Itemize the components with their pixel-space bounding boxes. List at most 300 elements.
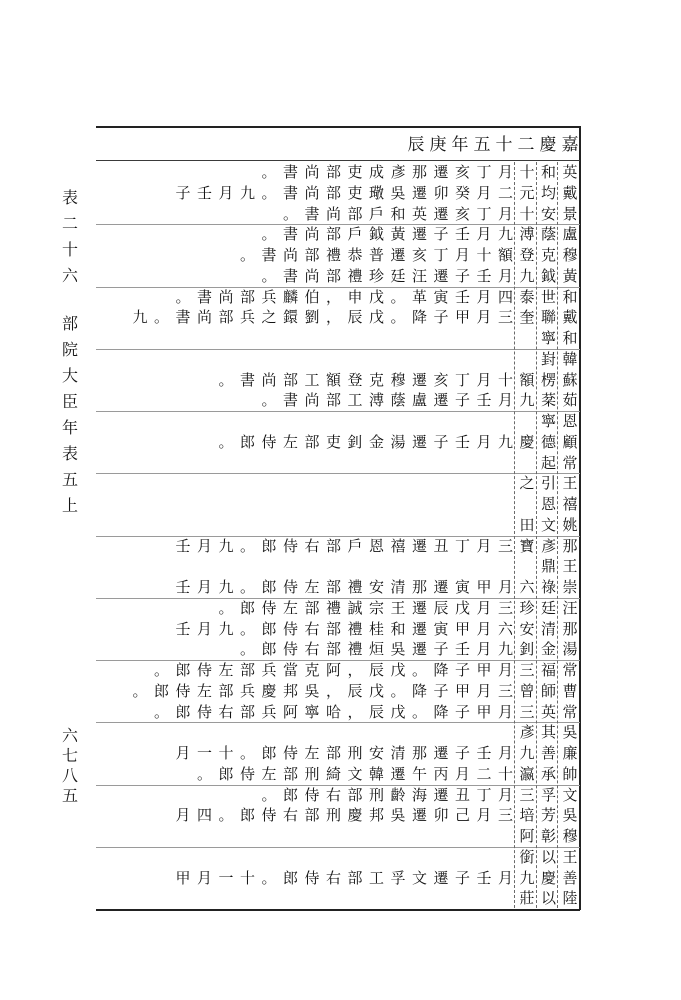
row-char: 銜: [519, 847, 535, 866]
row-rule: [96, 847, 580, 848]
row-char: 芳: [540, 806, 556, 825]
row-char: 常: [562, 702, 578, 721]
row-char: 蔭: [540, 225, 556, 244]
row-char: 奎: [519, 308, 535, 327]
row-char: 部: [325, 536, 341, 555]
row-char: 廷: [540, 598, 556, 617]
row-char: 元: [519, 183, 535, 202]
row-char: 遷: [411, 536, 427, 555]
row-char: 四: [497, 287, 513, 306]
table-row: [96, 556, 580, 578]
row-char: 慶: [519, 432, 535, 451]
row-char: 月: [196, 578, 212, 596]
row-char: 癸: [454, 183, 470, 202]
row-char: 辰: [347, 308, 363, 327]
row-char: 之: [519, 474, 535, 493]
row-char: 恩: [540, 495, 556, 513]
row-char: 安: [519, 619, 535, 638]
row-char: 三: [519, 785, 535, 804]
row-char: 額: [519, 370, 535, 389]
header-char: 庚: [429, 135, 447, 155]
row-char: 部: [282, 764, 298, 783]
row-char: 部: [218, 308, 234, 327]
row-char: 克: [368, 370, 384, 389]
row-char: 壬: [175, 619, 191, 638]
row-char: 戊: [368, 308, 384, 327]
row-char: 侍: [175, 681, 191, 700]
row-char: 禮: [325, 598, 341, 617]
row-char: 月: [476, 287, 492, 306]
row-char: 慶: [347, 806, 363, 825]
row-char: 侍: [261, 598, 277, 617]
row-char: 廉: [562, 744, 578, 762]
row-char: 九: [239, 183, 255, 202]
row-char: ，: [325, 308, 341, 327]
row-char: 。: [132, 681, 148, 700]
row-char: 蔭: [390, 391, 406, 410]
row-char: 書: [282, 163, 298, 181]
row-char: 遷: [433, 391, 449, 410]
row-char: 烜: [368, 640, 384, 659]
row-char: 三: [497, 806, 513, 825]
table-row: [96, 370, 580, 392]
row-char: 壬: [454, 225, 470, 244]
row-char: 左: [282, 598, 298, 617]
row-char: 綺: [325, 764, 341, 783]
row-char: 侍: [282, 619, 298, 638]
row-rule: [96, 598, 580, 599]
row-char: 鼎: [540, 557, 556, 576]
row-char: 文: [347, 764, 363, 783]
row-char: 侍: [304, 868, 320, 887]
row-char: 侍: [282, 744, 298, 762]
row-char: 璥: [368, 183, 384, 202]
row-char: 汪: [562, 598, 578, 617]
row-char: 吳: [390, 806, 406, 825]
row-char: 以: [540, 847, 556, 866]
row-char: 棻: [540, 391, 556, 410]
row-char: 善: [562, 868, 578, 887]
row-char: 三: [519, 661, 535, 679]
row-char: 月: [476, 370, 492, 389]
row-char: 丁: [476, 785, 492, 804]
row-char: 遷: [433, 744, 449, 762]
row-char: 起: [540, 453, 556, 472]
row-char: 。: [261, 785, 277, 804]
table-row: [96, 805, 580, 827]
row-char: 尚: [261, 370, 277, 389]
row-char: 寅: [433, 619, 449, 638]
row-char: 禧: [562, 495, 578, 513]
row-char: 郎: [282, 785, 298, 804]
row-char: 。: [239, 578, 255, 596]
row-char: 尚: [325, 204, 341, 223]
row-char: 月: [497, 163, 513, 181]
row-char: 侍: [282, 578, 298, 596]
row-char: 。: [261, 225, 277, 244]
row-char: 郎: [218, 764, 234, 783]
row-char: 丁: [476, 204, 492, 223]
row-char: 宗: [368, 598, 384, 617]
row-char: 。: [261, 183, 277, 202]
row-char: 六: [519, 578, 535, 596]
table-row: [96, 411, 580, 433]
row-char: 部: [347, 785, 363, 804]
row-rule: [96, 349, 580, 350]
row-char: 侍: [282, 536, 298, 555]
row-char: 郎: [239, 598, 255, 617]
row-char: 培: [519, 806, 535, 825]
row-char: 侍: [261, 806, 277, 825]
row-char: 顧: [562, 432, 578, 451]
row-char: 丑: [433, 536, 449, 555]
row-char: 九: [497, 432, 513, 451]
row-char: 吏: [325, 432, 341, 451]
row-char: 郎: [175, 702, 191, 721]
row-char: 。: [239, 619, 255, 638]
row-char: 部: [239, 702, 255, 721]
row-char: 刑: [325, 806, 341, 825]
row-char: 陸: [562, 889, 578, 908]
header-char: 十: [495, 135, 513, 155]
row-char: 侍: [261, 432, 277, 451]
row-char: 月: [218, 183, 234, 202]
row-char: 遷: [390, 764, 406, 783]
table-row: [96, 328, 580, 350]
side-label-char: 表: [62, 444, 79, 463]
row-char: 月: [476, 619, 492, 638]
row-char: 辰: [347, 681, 363, 700]
row-char: 郎: [261, 744, 277, 762]
side-label-char: 臣: [62, 392, 79, 411]
row-char: 九: [519, 391, 535, 410]
row-char: 和: [540, 163, 556, 181]
row-char: 釗: [347, 432, 363, 451]
row-char: 部: [325, 163, 341, 181]
row-char: 。: [390, 681, 406, 700]
row-char: 當: [282, 661, 298, 679]
row-char: 那: [411, 744, 427, 762]
row-char: 戊: [454, 598, 470, 617]
row-char: 部: [325, 578, 341, 596]
table-row: [96, 702, 580, 724]
table-top-rule: [96, 126, 580, 128]
row-char: 侍: [304, 785, 320, 804]
row-char: 九: [218, 578, 234, 596]
row-char: 辰: [433, 598, 449, 617]
row-char: 革: [411, 287, 427, 306]
row-char: 吳: [562, 806, 578, 825]
row-char: 瀛: [519, 764, 535, 783]
row-char: 月: [497, 785, 513, 804]
row-char: 伯: [304, 287, 320, 306]
row-char: 登: [519, 246, 535, 264]
row-char: 溥: [519, 225, 535, 244]
row-char: 戶: [347, 536, 363, 555]
row-char: 十: [519, 163, 535, 181]
row-char: 右: [304, 536, 320, 555]
row-char: 右: [325, 785, 341, 804]
table-row: [96, 245, 580, 267]
row-char: 十: [239, 868, 255, 887]
row-char: 吳: [562, 723, 578, 742]
row-char: 。: [218, 370, 234, 389]
row-char: 壬: [476, 391, 492, 410]
row-char: 那: [562, 619, 578, 638]
row-char: 書: [282, 266, 298, 285]
row-char: 部: [282, 370, 298, 389]
row-char: 承: [540, 764, 556, 783]
row-char: 海: [411, 785, 427, 804]
row-char: 誠: [347, 598, 363, 617]
row-char: 恭: [347, 246, 363, 264]
row-char: 郎: [261, 536, 277, 555]
row-char: 釗: [519, 640, 535, 659]
row-char: 部: [347, 868, 363, 887]
page-number-char: 八: [62, 766, 79, 785]
row-char: 部: [325, 266, 341, 285]
page-number-char: 五: [62, 786, 79, 805]
table-row: [96, 432, 580, 454]
row-char: 降: [411, 308, 427, 327]
row-char: 慶: [261, 681, 277, 700]
row-rule: [96, 785, 580, 786]
row-char: 壬: [454, 287, 470, 306]
row-char: 珍: [519, 598, 535, 617]
row-char: 刑: [368, 785, 384, 804]
row-char: 兵: [239, 681, 255, 700]
table-row: [96, 826, 580, 848]
header-char: 嘉: [561, 135, 579, 155]
row-char: 十: [497, 764, 513, 783]
row-char: 穆: [562, 246, 578, 264]
row-char: 吳: [304, 681, 320, 700]
table-row: [96, 619, 580, 641]
row-char: ，: [347, 661, 363, 679]
table-row: [96, 453, 580, 475]
row-char: 甲: [175, 868, 191, 887]
row-char: 。: [411, 702, 427, 721]
table-row: [96, 660, 580, 682]
row-char: 尚: [304, 391, 320, 410]
row-char: 彥: [390, 163, 406, 181]
row-char: ，: [347, 702, 363, 721]
row-char: 亥: [411, 246, 427, 264]
row-char: 丁: [433, 246, 449, 264]
row-char: 禮: [347, 619, 363, 638]
row-char: 甲: [476, 661, 492, 679]
row-char: 。: [261, 391, 277, 410]
table-row: [96, 764, 580, 786]
row-char: 帥: [562, 764, 578, 783]
table-row: [96, 494, 580, 516]
row-char: 月: [476, 681, 492, 700]
row-char: 。: [218, 806, 234, 825]
row-char: 部: [325, 183, 341, 202]
row-char: 額: [497, 246, 513, 264]
row-char: 。: [282, 204, 298, 223]
row-char: 月: [497, 744, 513, 762]
row-char: 十: [218, 744, 234, 762]
row-char: 甲: [454, 681, 470, 700]
row-char: 遷: [411, 225, 427, 244]
row-char: 遷: [390, 246, 406, 264]
table-row: [96, 266, 580, 288]
row-char: 黃: [390, 225, 406, 244]
row-char: 刑: [304, 764, 320, 783]
row-char: 寅: [454, 578, 470, 596]
row-char: 王: [562, 557, 578, 576]
row-char: 郎: [261, 578, 277, 596]
row-char: 鉞: [540, 266, 556, 285]
row-char: 三: [497, 308, 513, 327]
side-label-char: 十: [62, 240, 79, 259]
row-char: 降: [433, 702, 449, 721]
row-char: 鉞: [368, 225, 384, 244]
row-char: 王: [562, 474, 578, 493]
row-char: 遷: [433, 163, 449, 181]
row-char: 申: [347, 287, 363, 306]
row-char: 郎: [282, 868, 298, 887]
row-char: 壬: [476, 266, 492, 285]
row-char: 鐶: [282, 308, 298, 327]
row-char: 九: [519, 868, 535, 887]
side-label-char: 六: [62, 266, 79, 285]
row-char: 書: [261, 246, 277, 264]
row-char: 部: [325, 744, 341, 762]
row-char: 和: [562, 287, 578, 306]
row-char: 三: [497, 681, 513, 700]
row-char: 湯: [390, 432, 406, 451]
row-char: 右: [304, 640, 320, 659]
row-char: 和: [390, 204, 406, 223]
row-char: 清: [540, 619, 556, 638]
row-char: 以: [540, 889, 556, 908]
row-char: 文: [411, 868, 427, 887]
row-char: 侍: [196, 702, 212, 721]
row-char: 姚: [562, 515, 578, 534]
row-char: 。: [239, 536, 255, 555]
row-char: 。: [239, 744, 255, 762]
row-char: 吏: [347, 163, 363, 181]
row-char: 壬: [196, 183, 212, 202]
row-char: 右: [282, 806, 298, 825]
row-char: 亥: [454, 163, 470, 181]
row-char: 。: [261, 868, 277, 887]
row-char: 四: [196, 806, 212, 825]
row-char: 壬: [454, 640, 470, 659]
row-char: 清: [390, 578, 406, 596]
row-char: 禮: [347, 266, 363, 285]
row-char: 遷: [411, 370, 427, 389]
row-char: 卯: [433, 183, 449, 202]
row-char: 甲: [454, 619, 470, 638]
row-rule: [96, 224, 580, 225]
table-row: [96, 390, 580, 412]
row-char: 九: [497, 225, 513, 244]
row-char: 己: [454, 806, 470, 825]
row-char: 金: [540, 640, 556, 659]
row-char: 甲: [476, 702, 492, 721]
row-char: 景: [562, 204, 578, 223]
row-rule: [96, 536, 580, 537]
row-char: 彰: [540, 827, 556, 845]
row-char: 英: [540, 702, 556, 721]
row-char: 九: [519, 266, 535, 285]
row-char: 丑: [454, 785, 470, 804]
row-char: 湯: [562, 640, 578, 659]
row-char: 師: [540, 681, 556, 700]
header-char: 年: [451, 135, 469, 155]
row-char: 月: [476, 225, 492, 244]
row-char: 兵: [261, 702, 277, 721]
table-header: [96, 132, 580, 158]
row-char: 遷: [433, 785, 449, 804]
row-char: 黃: [562, 266, 578, 285]
row-char: 九: [218, 536, 234, 555]
table-row: [96, 349, 580, 371]
row-char: 左: [304, 744, 320, 762]
row-char: 月: [476, 183, 492, 202]
table-row: [96, 598, 580, 620]
row-char: 戶: [347, 225, 363, 244]
row-char: 月: [476, 308, 492, 327]
header-char: 辰: [407, 135, 425, 155]
row-char: 子: [175, 183, 191, 202]
row-char: 。: [153, 308, 169, 327]
row-char: 壬: [476, 868, 492, 887]
row-char: 。: [175, 287, 191, 306]
row-char: 月: [497, 578, 513, 596]
row-char: 月: [497, 391, 513, 410]
row-char: 祿: [540, 578, 556, 596]
row-char: 寶: [519, 536, 535, 555]
row-char: 盧: [562, 225, 578, 244]
table-row: [96, 515, 580, 537]
row-char: 書: [282, 183, 298, 202]
row-char: 三: [519, 702, 535, 721]
row-char: 尚: [304, 266, 320, 285]
row-char: 韓: [562, 349, 578, 368]
row-char: 郎: [239, 432, 255, 451]
row-char: 月: [476, 806, 492, 825]
row-char: 十: [497, 370, 513, 389]
row-char: 尚: [282, 246, 298, 264]
row-char: 子: [433, 681, 449, 700]
table-row: [96, 888, 580, 910]
row-char: 盧: [411, 391, 427, 410]
row-char: 戊: [368, 287, 384, 306]
row-char: 子: [433, 432, 449, 451]
row-char: 月: [476, 536, 492, 555]
row-char: 戴: [562, 183, 578, 202]
side-label-char: 年: [62, 418, 79, 437]
row-char: 恩: [368, 536, 384, 555]
page-number-char: 七: [62, 746, 79, 765]
row-char: 穆: [562, 827, 578, 845]
table-row: [96, 868, 580, 890]
header-char: 五: [473, 135, 491, 155]
row-char: 和: [562, 329, 578, 347]
row-char: 月: [476, 598, 492, 617]
header-char: 二: [517, 135, 535, 155]
row-char: 遷: [411, 183, 427, 202]
row-char: 部: [325, 619, 341, 638]
row-char: 戴: [562, 308, 578, 327]
row-char: 均: [540, 183, 556, 202]
row-char: 甲: [454, 308, 470, 327]
row-char: 月: [454, 246, 470, 264]
